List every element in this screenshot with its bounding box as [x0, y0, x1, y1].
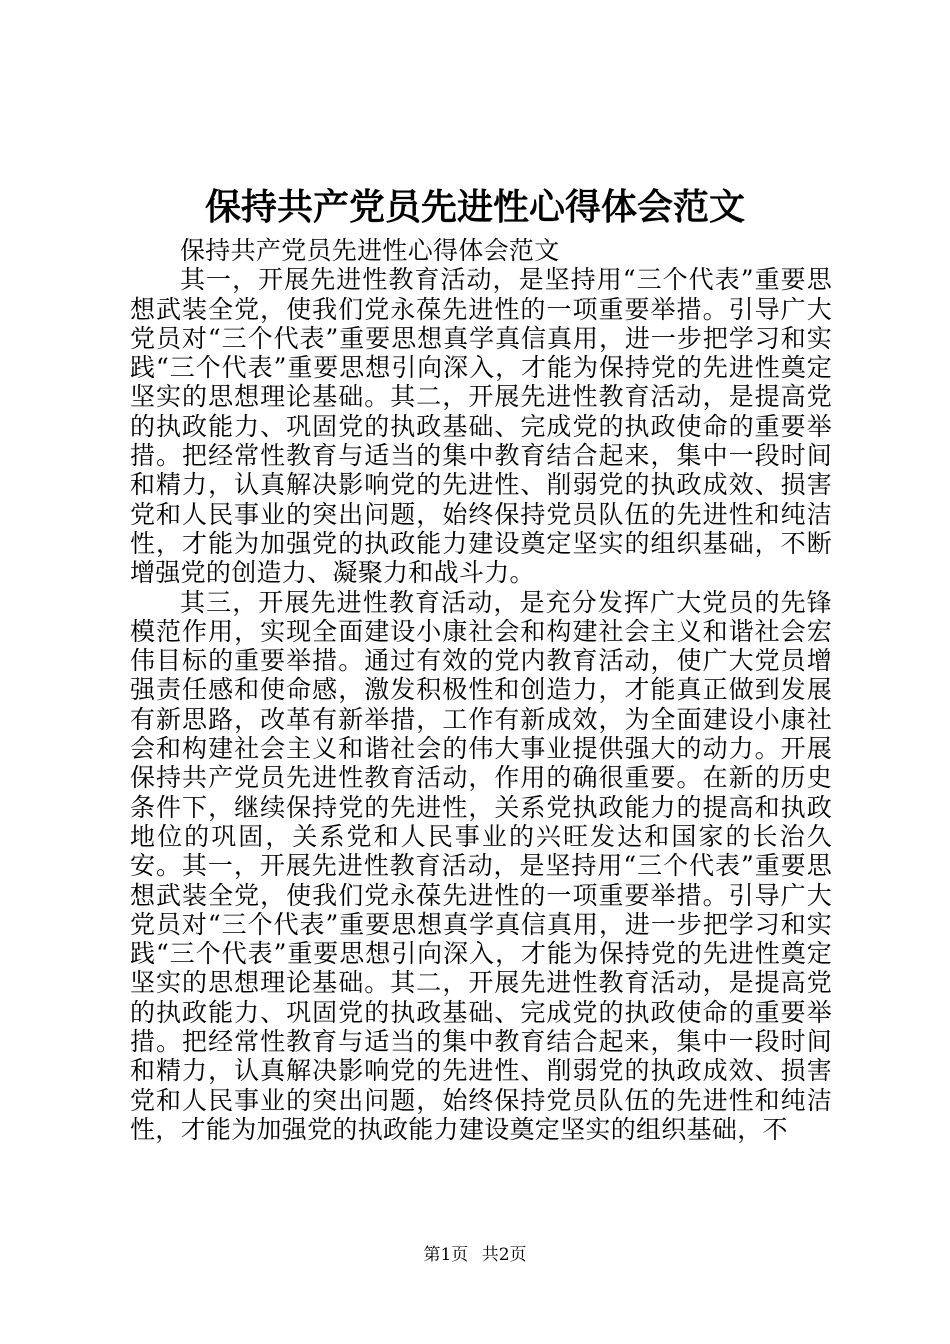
- page-number-current: 第1页: [423, 1245, 469, 1265]
- paragraph: 其三，开展先进性教育活动，是充分发挥广大党员的先锋模范作用，实现全面建设小康社会和构建社会主义和谐社会宏伟目标的重要举措。通过有效的党内教育活动，使广大党员增强责任感和使命感，激发积极性和创造力，才能真正做到发展有新思路，改革有新举措，工作有新成效，为全面建设小康社会和构建社会主义和谐社会的伟大事业提供强大的动力。开展保持共产党员先进性教育活动，作用的确很重要。在新的历史条件下，继续保持党的先进性，关系党执政能力的提高和执政地位的巩固，关系党和人民事业的兴旺发达和国家的长治久安。其一，开展先进性教育活动，是坚持用“三个代表”重要思想武装全党，使我们党永葆先进性的一项重要举措。引导广大党员对“三个代表”重要思想真学真信真用，进一步把学习和实践“三个代表”重要思想引向深入，才能为保持党的先进性奠定坚实的思想理论基础。其二，开展先进性教育活动，是提高党的执政能力、巩固党的执政基础、完成党的执政使命的重要举措。把经常性教育与适当的集中教育结合起来，集中一段时间和精力，认真解决影响党的先进性、削弱党的执政成效、损害党和人民事业的突出问题，始终保持党员队伍的先进性和纯洁性，才能为加强党的执政能力建设奠定坚实的组织基础，不: [130, 587, 832, 1144]
- page-footer: [0, 1244, 950, 1266]
- paragraph: 其一，开展先进性教育活动，是坚持用“三个代表”重要思想武装全党，使我们党永葆先进性的一项重要举措。引导广大党员对“三个代表”重要思想真学真信真用，进一步把学习和实践“三个代表”重要思想引向深入，才能为保持党的先进性奠定坚实的思想理论基础。其二，开展先进性教育活动，是提高党的执政能力、巩固党的执政基础、完成党的执政使命的重要举措。把经常性教育与适当的集中教育结合起来，集中一段时间和精力，认真解决影响党的先进性、削弱党的执政成效、损害党和人民事业的突出问题，始终保持党员队伍的先进性和纯洁性，才能为加强党的执政能力建设奠定坚实的组织基础，不断增强党的创造力、凝聚力和战斗力。: [130, 265, 832, 588]
- page-number-total: 共2页: [481, 1245, 527, 1265]
- paragraph-heading: 保持共产党员先进性心得体会范文: [180, 236, 560, 265]
- document-body: [130, 236, 832, 1144]
- document-title: 保持共产党员先进性心得体会范文: [204, 187, 745, 228]
